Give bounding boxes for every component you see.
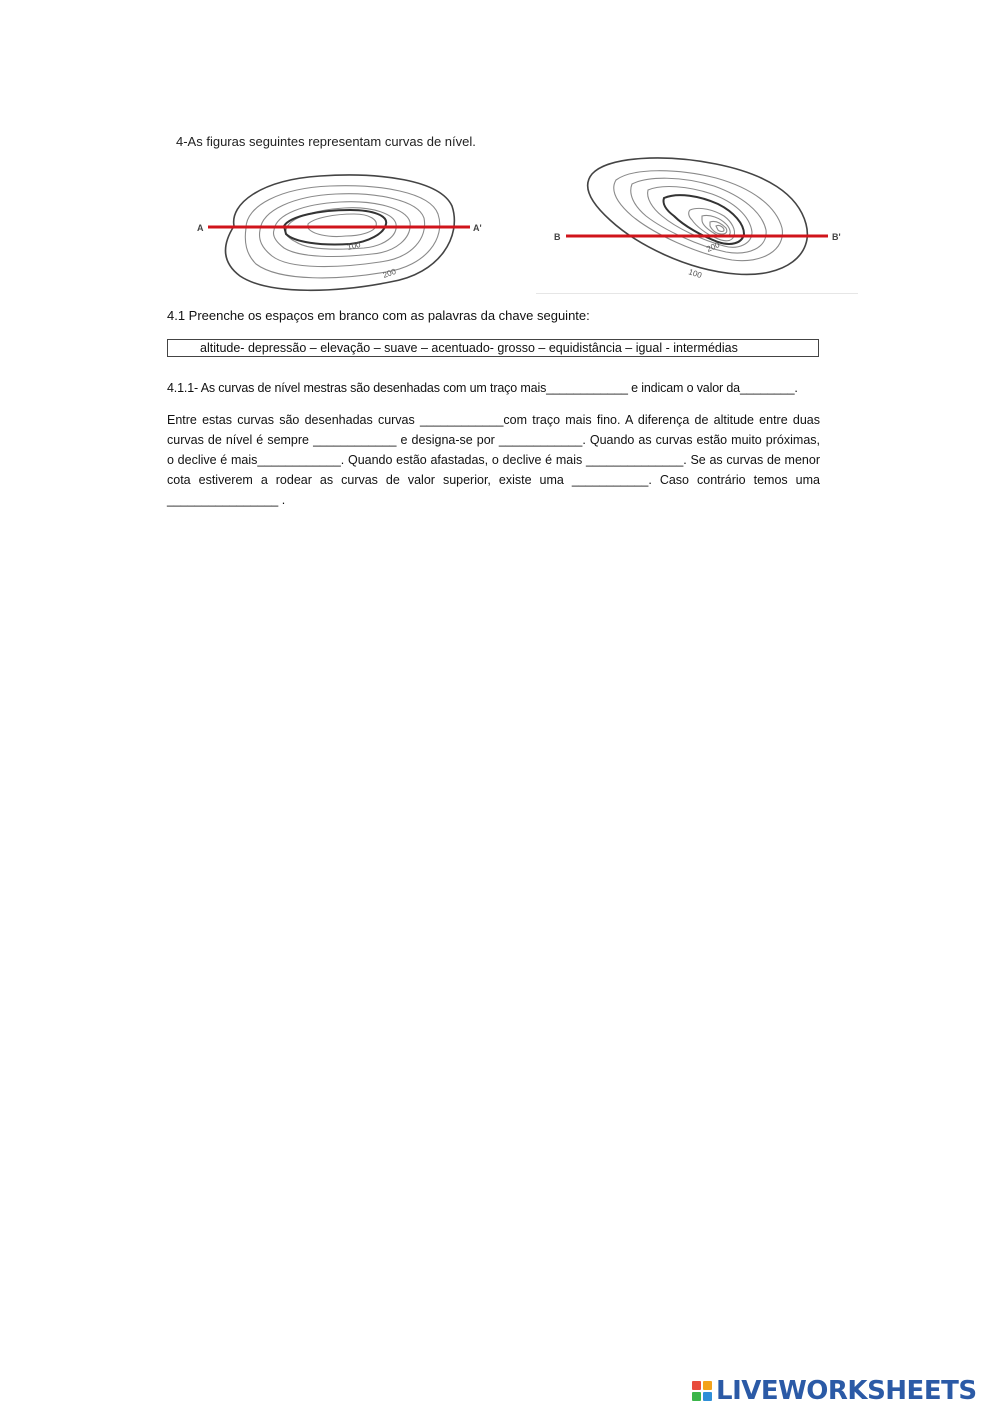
contour-value-label: 200	[705, 240, 722, 254]
question-title: 4-As figuras seguintes representam curvas de nível.	[176, 134, 476, 149]
contour-line	[588, 158, 808, 274]
word-key-list: altitude- depressão – elevação – suave – acentuado- grosso – equidistância – igual - intermédias	[200, 341, 738, 355]
logo-block	[703, 1381, 712, 1390]
logo-icon	[692, 1381, 712, 1401]
logo-block	[692, 1381, 701, 1390]
contour-figure-a	[190, 166, 500, 300]
contour-map-a	[190, 166, 500, 300]
logo-text: LIVEWORKSHEETS	[716, 1376, 977, 1406]
contour-figure-b	[536, 154, 860, 296]
label-b-end: B'	[832, 232, 841, 242]
label-a-end: A'	[473, 223, 482, 233]
label-a-start: A	[197, 223, 204, 233]
contour-value-label: 100	[687, 267, 703, 281]
instruction-text: 4.1 Preenche os espaços em branco com as palavras da chave seguinte:	[167, 308, 590, 323]
exercise-paragraph-2: Entre estas curvas são desenhadas curvas ____________com traço mais fino. A diferença de altitude entre duas curvas de nível é sempre ____________ e designa-se por ____________. Quando as curvas estão muito próximas, o declive é mais____________. Quando estão afastadas, o declive é mais ______________. Se as curvas de menor cota estiverem a rodear as curvas de valor superior, existe uma ___________. Caso contrário temos uma ________________ .	[167, 413, 820, 507]
word-key-box	[167, 339, 819, 357]
contour-line	[245, 186, 439, 278]
logo-block	[692, 1392, 701, 1401]
exercise-paragraph-1: 4.1.1- As curvas de nível mestras são desenhadas com um traço mais____________ e indicam o valor da________.	[167, 381, 798, 395]
liveworksheets-logo	[692, 1376, 977, 1406]
contour-map-b	[536, 154, 860, 296]
contour-line	[308, 214, 376, 237]
figure-b-baseline	[536, 293, 858, 294]
label-b-start: B	[554, 232, 561, 242]
contour-value-label: 100	[346, 239, 362, 252]
contour-value-label: 200	[381, 266, 398, 280]
logo-block	[703, 1392, 712, 1401]
contour-line	[614, 171, 783, 261]
contour-line	[716, 225, 724, 231]
